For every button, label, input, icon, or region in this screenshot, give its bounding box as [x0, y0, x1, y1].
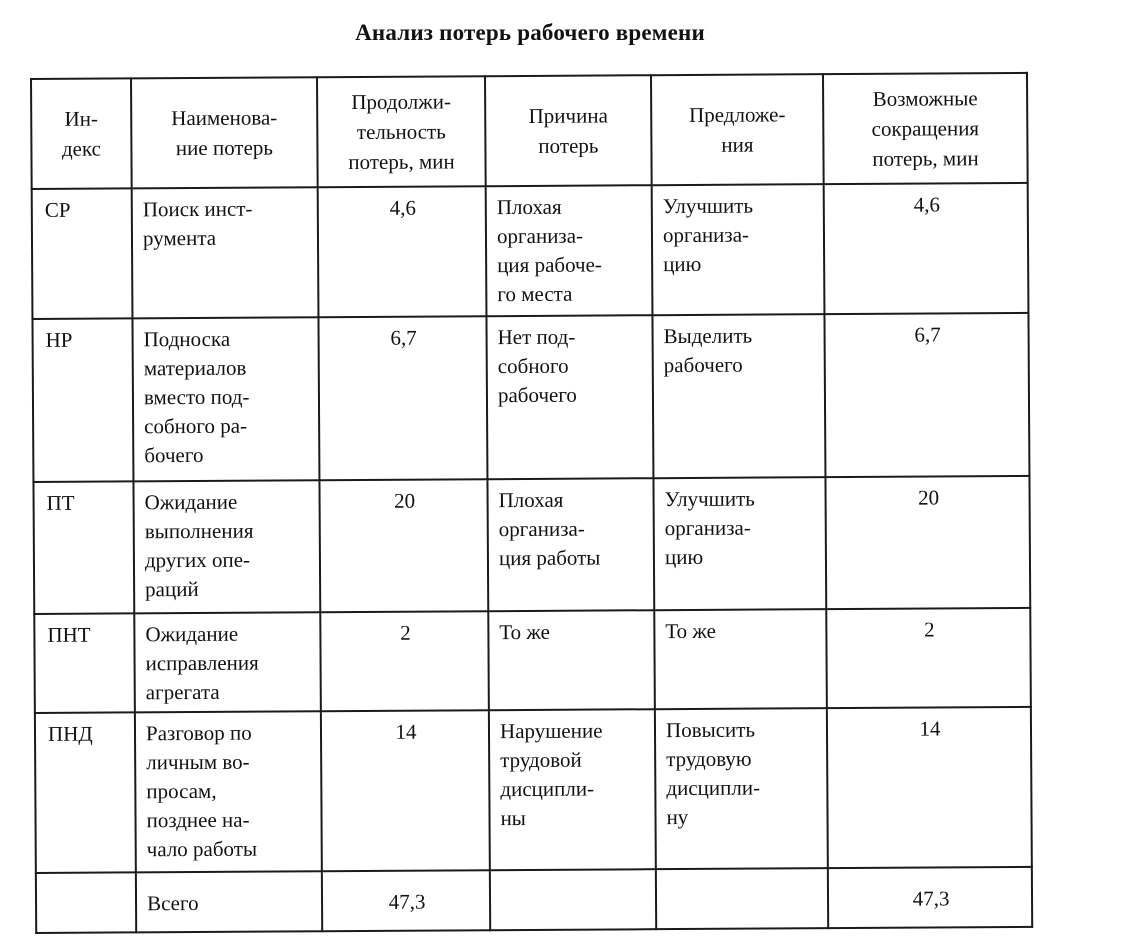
cell-index: НР	[32, 318, 133, 482]
cell-cause: Нарушение трудовой дисципли- ны	[489, 709, 656, 870]
table-row	[35, 707, 1032, 873]
header-index: Ин- декс	[31, 78, 132, 189]
cell-reduction: 14	[827, 707, 1032, 868]
cell-index: СР	[32, 188, 133, 319]
table-header-row	[31, 73, 1028, 189]
cell-name: Подноска материалов вместо под- собного ра- бочего	[132, 317, 319, 481]
cell-index: ПНТ	[34, 613, 135, 713]
cell-reduction: 20	[825, 476, 1030, 609]
header-duration: Продолжи- тельность потерь, мин	[317, 76, 486, 187]
header-proposal: Предложе- ния	[651, 74, 824, 185]
cell-name: Разговор по личным во- просам, позднее на- чало работы	[135, 711, 322, 872]
cell-proposal: Выделить рабочего	[652, 314, 825, 478]
table-total-row	[36, 867, 1032, 933]
cell-name: Ожидание выполнения других опе- раций	[133, 480, 320, 613]
total-reduction: 47,3	[828, 867, 1032, 928]
cell-cause: Плохая организа- ция работы	[487, 478, 654, 611]
table-row	[34, 608, 1031, 713]
cell-cause: То же	[488, 610, 655, 710]
cell-index-empty	[36, 872, 136, 933]
cell-name: Ожидание исправления агрегата	[134, 612, 321, 712]
header-cause: Причина потерь	[485, 75, 652, 186]
cell-reduction: 6,7	[824, 313, 1029, 477]
cell-name: Поиск инст- румента	[132, 187, 319, 318]
cell-cause-empty	[490, 869, 656, 930]
cell-duration: 2	[320, 611, 489, 711]
cell-duration: 6,7	[318, 316, 487, 480]
cell-duration: 20	[319, 479, 488, 612]
table-row	[33, 476, 1030, 614]
cell-cause: Плохая организа- ция рабоче- го места	[486, 185, 653, 316]
header-reduction: Возможные сокращения потерь, мин	[823, 73, 1028, 184]
cell-cause: Нет под- собного рабочего	[486, 315, 653, 479]
cell-proposal: Улучшить организа- цию	[653, 477, 826, 610]
cell-reduction: 4,6	[824, 183, 1029, 314]
cell-index: ПТ	[33, 481, 134, 614]
cell-proposal-empty	[656, 868, 828, 929]
table-row	[32, 183, 1029, 319]
cell-proposal: То же	[654, 609, 827, 709]
total-label: Всего	[136, 871, 322, 932]
cell-index: ПНД	[35, 712, 136, 873]
cell-proposal: Улучшить организа- цию	[652, 184, 825, 315]
table-row	[32, 313, 1029, 482]
cell-proposal: Повысить трудовую дисципли- ну	[655, 708, 828, 869]
total-duration: 47,3	[322, 870, 490, 931]
header-name: Наименова- ние потерь	[131, 77, 318, 188]
cell-duration: 14	[321, 710, 490, 871]
cell-duration: 4,6	[318, 186, 487, 317]
loss-analysis-table	[30, 72, 1033, 934]
cell-reduction: 2	[826, 608, 1031, 708]
page-title: Анализ потерь рабочего времени	[355, 20, 705, 45]
